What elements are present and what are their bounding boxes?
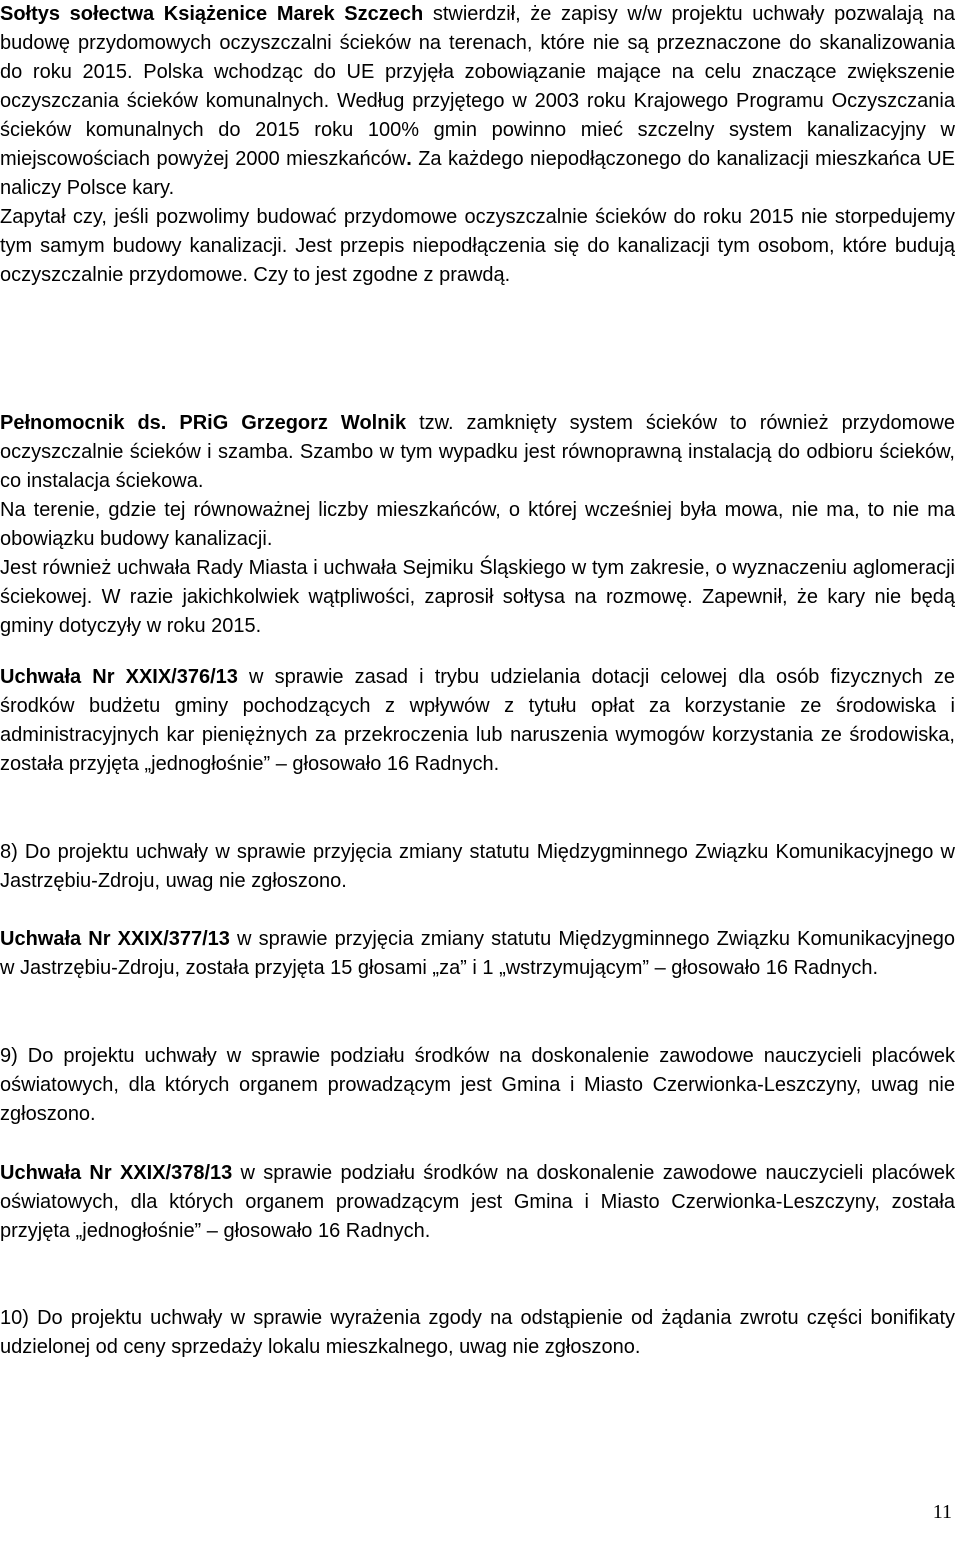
pelnomocnik-paragraph-2: Na terenie, gdzie tej równoważnej liczby mieszkańców, o której wcześniej była mowa, nie ma, to nie ma obowiązku budowy kanalizacji.: [0, 499, 955, 550]
resolution-number: Uchwała Nr XXIX/377/13: [0, 928, 230, 950]
agenda-item-text: 9) Do projektu uchwały w sprawie podziału środków na doskonalenie zawodowe nauczycieli placówek oświatowych, dla których organem prowadzącym jest Gmina i Miasto Czerwionka-Leszczyny, uwag nie zgłoszono.: [0, 1045, 955, 1125]
agenda-item-text: 8) Do projektu uchwały w sprawie przyjęcia zmiany statutu Międzygminnego Związku Komunikacyjnego w Jastrzębiu-Zdroju, uwag nie zgłoszono.: [0, 841, 955, 892]
agenda-item-text: 10) Do projektu uchwały w sprawie wyrażenia zgody na odstąpienie od żądania zwrotu części bonifikaty udzielonej od ceny sprzedaży lokalu mieszkalnego, uwag nie zgłoszono.: [0, 1307, 955, 1358]
agenda-item-9: [0, 1042, 955, 1129]
paragraph-text: tzw. zamknięty system ścieków to również przydomowe oczyszczalnie ścieków i szamba. Szambo w tym wypadku jest równoprawną instalacją do odbioru ścieków, co instalacja ściekowa.: [0, 412, 955, 492]
bold-period: .: [406, 148, 412, 170]
speaker-name: Pełnomocnik ds. PRiG Grzegorz Wolnik: [0, 412, 407, 434]
agenda-item-8: [0, 838, 955, 896]
resolution-376: [0, 663, 955, 779]
soltys-paragraph: [0, 0, 955, 203]
pelnomocnik-statement: [0, 409, 955, 641]
paragraph-text: stwierdził, że zapisy w/w projektu uchwały pozwalają na budowę przydomowych oczyszczalni ścieków na terenach, które nie są przeznaczone do skanalizowania do roku 2015. Polska wchodząc do UE przyjęła zobowiązanie mające na celu znaczące zwiększenie oczyszczania ścieków komunalnych. Według przyjętego w 2003 roku Krajowego Programu Oczyszczania ścieków komunalnych do 2015 roku 100% gmin powinno mieć szczelny system kanalizacyjny w miejscowościach powyżej 2000 mieszkańców: [0, 3, 955, 170]
resolution-paragraph: [0, 925, 955, 983]
paragraph-text: Za każdego niepodłączonego do kanalizacji mieszkańca UE naliczy Polsce kary.: [0, 148, 955, 199]
resolution-377: [0, 925, 955, 983]
resolution-text: w sprawie podziału środków na doskonalenie zawodowe nauczycieli placówek oświatowych, dla których organem prowadzącym jest Gmina i Miasto Czerwionka-Leszczyny, została przyjęta „jednogłośnie” – głosowało 16 Radnych.: [0, 1162, 955, 1242]
resolution-paragraph: [0, 663, 955, 779]
resolution-text: w sprawie zasad i trybu udzielania dotacji celowej dla osób fizycznych ze środków budżetu gminy pochodzących z wpływów z tytułu opłat za korzystanie ze środowiska i administracyjnych kar pieniężnych za przekroczenia lub naruszenia wymogów korzystania ze środowiska, została przyjęta „jednogłośnie” – głosowało 16 Radnych.: [0, 666, 955, 775]
agenda-item-10: [0, 1304, 955, 1362]
soltys-statement: [0, 0, 955, 290]
speaker-name: Sołtys sołectwa Książenice Marek Szczech: [0, 3, 424, 25]
resolution-number: Uchwała Nr XXIX/376/13: [0, 666, 238, 688]
resolution-text: w sprawie przyjęcia zmiany statutu Międzygminnego Związku Komunikacyjnego w Jastrzębiu-Zdroju, została przyjęta 15 głosami „za” i 1 „wstrzymującym” – głosowało 16 Radnych.: [0, 928, 955, 979]
resolution-paragraph: [0, 1159, 955, 1246]
pelnomocnik-paragraph: [0, 409, 955, 496]
resolution-number: Uchwała Nr XXIX/378/13: [0, 1162, 233, 1184]
soltys-question: Zapytał czy, jeśli pozwolimy budować przydomowe oczyszczalnie ścieków do roku 2015 nie storpedujemy tym samym budowy kanalizacji. Jest przepis niepodłączenia się do kanalizacji tym osobom, które budują oczyszczalnie przydomowe. Czy to jest zgodne z prawdą.: [0, 206, 955, 286]
resolution-378: [0, 1159, 955, 1246]
pelnomocnik-paragraph-3: Jest również uchwała Rady Miasta i uchwała Sejmiku Śląskiego w tym zakresie, o wyznaczeniu aglomeracji ściekowej. W razie jakichkolwiek wątpliwości, zaprosił sołtysa na rozmowę. Zapewnił, że kary nie będą gminy dotyczyły w roku 2015.: [0, 557, 955, 637]
page-number: 11: [932, 1501, 952, 1523]
